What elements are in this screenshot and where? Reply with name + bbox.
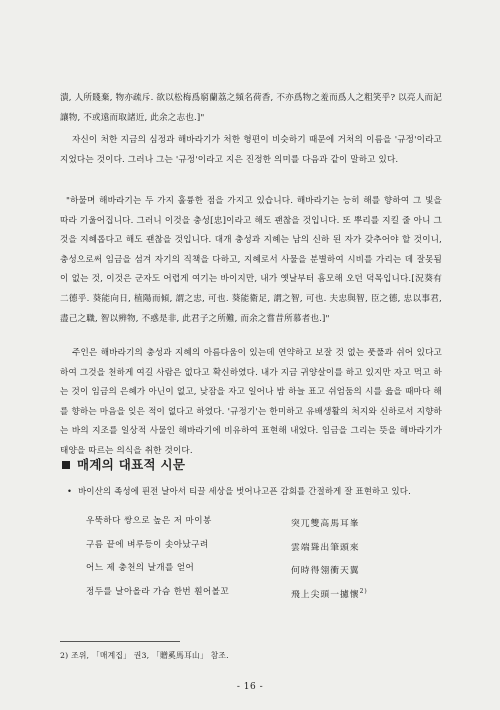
square-bullet-icon — [62, 461, 70, 469]
poem-line-korean: 우뚝하다 쌍으로 높은 저 마이봉 — [86, 516, 212, 526]
poem-line — [86, 538, 446, 562]
section-heading — [62, 455, 185, 473]
page-number: - 16 - — [236, 682, 264, 692]
poem-line-hanja: 突兀雙高馬耳峯 — [291, 518, 360, 529]
poem-block — [86, 514, 446, 608]
paragraph-hanja-quote-end: 潰, 人所賤棄, 物亦疏斥. 欲以松梅爲窮蘭荔之頻名荷香, 不亦爲物之羞而爲人之粗笑乎? 以亮人而記讓物, 不或遠而取諸近, 此余之志也.]" — [60, 93, 442, 123]
bullet-item — [67, 484, 447, 498]
bullet-item-text: 바이산의 족성에 핀전 날아서 티끌 세상을 벗어나고픈 감회를 간절하게 잘 표현하고 있다. — [78, 486, 411, 496]
poem-line — [86, 514, 446, 538]
poem-line-hanja: 何時得翎衝天翼 — [291, 565, 360, 576]
poem-line-korean: 어느 제 충천의 날개를 얻어 — [86, 563, 195, 573]
poem-line-hanja: 雲端聳出筆頭來 — [291, 542, 360, 553]
paragraph-kyujeong-name: 자신이 처한 지금의 심정과 해바라기가 처한 형편이 비슷하기 때문에 거처의 이름을 '규정'이라고 지었다는 것이다. 그러나 그는 '규정'이라고 지은 진정한 의미를 다음과 같이 말하고 있다. — [60, 135, 442, 165]
poem-line-korean: 구름 끝에 벼루등이 솟아났구려 — [86, 539, 209, 550]
section-heading-text: 매계의 대표적 시문 — [77, 457, 186, 472]
poem-line-hanja: 飛上尖頭一攄懷$^{2)}$ — [291, 587, 368, 600]
paragraph-sunflower-virtues: "하물며 해바라기는 두 가지 훌륭한 점을 가지고 있습니다. 해바라기는 능히 해를 향하여 그 빛을 따라 기울어집니다. 그러니 이것을 충성[忠]이라고 해도 괜찮을 것입니다. 또 뿌리를 지킬 줄 아니 그것을 지혜롭다고 해도 괜찮을 것입니다. 대개 충성과 지혜는 남의 신하 된 자가 갖추어야 할 것이니, 충성으로써 임금을 섬겨 자기의 직책을 다하고, 지혜로서 사물을 분별하여 시비를 가리는 데 잘못됨이 없는 것, 이것은 군자도 어렵게 여기는 바이지만, 내가 옛날부터 흠모해 오던 덕목입니다.[況葵有二德乎. 葵能向日, 植陽而傾, 謂之忠, 可也. 葵能衛足, 謂之智, 可也. 夫忠與智, 臣之德, 忠以事君, 盡己之職, 智以辨物, 不惑是非, 此君子之所難, 而余之嘗昔所慕者也.]" — [60, 196, 442, 324]
footnote-marker: 2) — [359, 587, 368, 595]
footnote: 2) 조위, 「매계집」 권3, 「贈奚馬耳山」 참조. — [60, 651, 229, 660]
footnote-divider — [60, 641, 180, 642]
bullet-dot-icon: • — [67, 486, 73, 496]
paragraph-exile-loyalty: 주인은 해바라기의 충성과 지혜의 아름다움이 있는데 연약하고 보잘 것 없는 풋풀과 쉬어 있다고 하여 그것을 천하게 여길 사람은 없다고 확신하였다. 내가 지금 귀양살이를 하고 있지만 자고 먹고 하는 것이 임금의 은혜가 아닌이 없고, 낮잠을 자고 일어나 밤 하늘 표고 쉬엄둠의 시를 읊을 때마다 해를 향하는 마음을 잊은 적이 없다고 하였다. '규정기'는 한미하고 유배생활의 처지와 신하로서 지향하는 바의 지조를 일상적 사물인 해바라기에 비유하여 표현해 내었다. 임금을 그리는 뜻을 해바라기가 태양을 따르는 의식을 취한 것이다. — [60, 348, 442, 456]
poem-line — [86, 585, 446, 609]
poem-line — [86, 561, 446, 585]
poem-line-korean: 정두를 날아올라 가슴 한번 훤어볼꼬 — [86, 586, 230, 597]
